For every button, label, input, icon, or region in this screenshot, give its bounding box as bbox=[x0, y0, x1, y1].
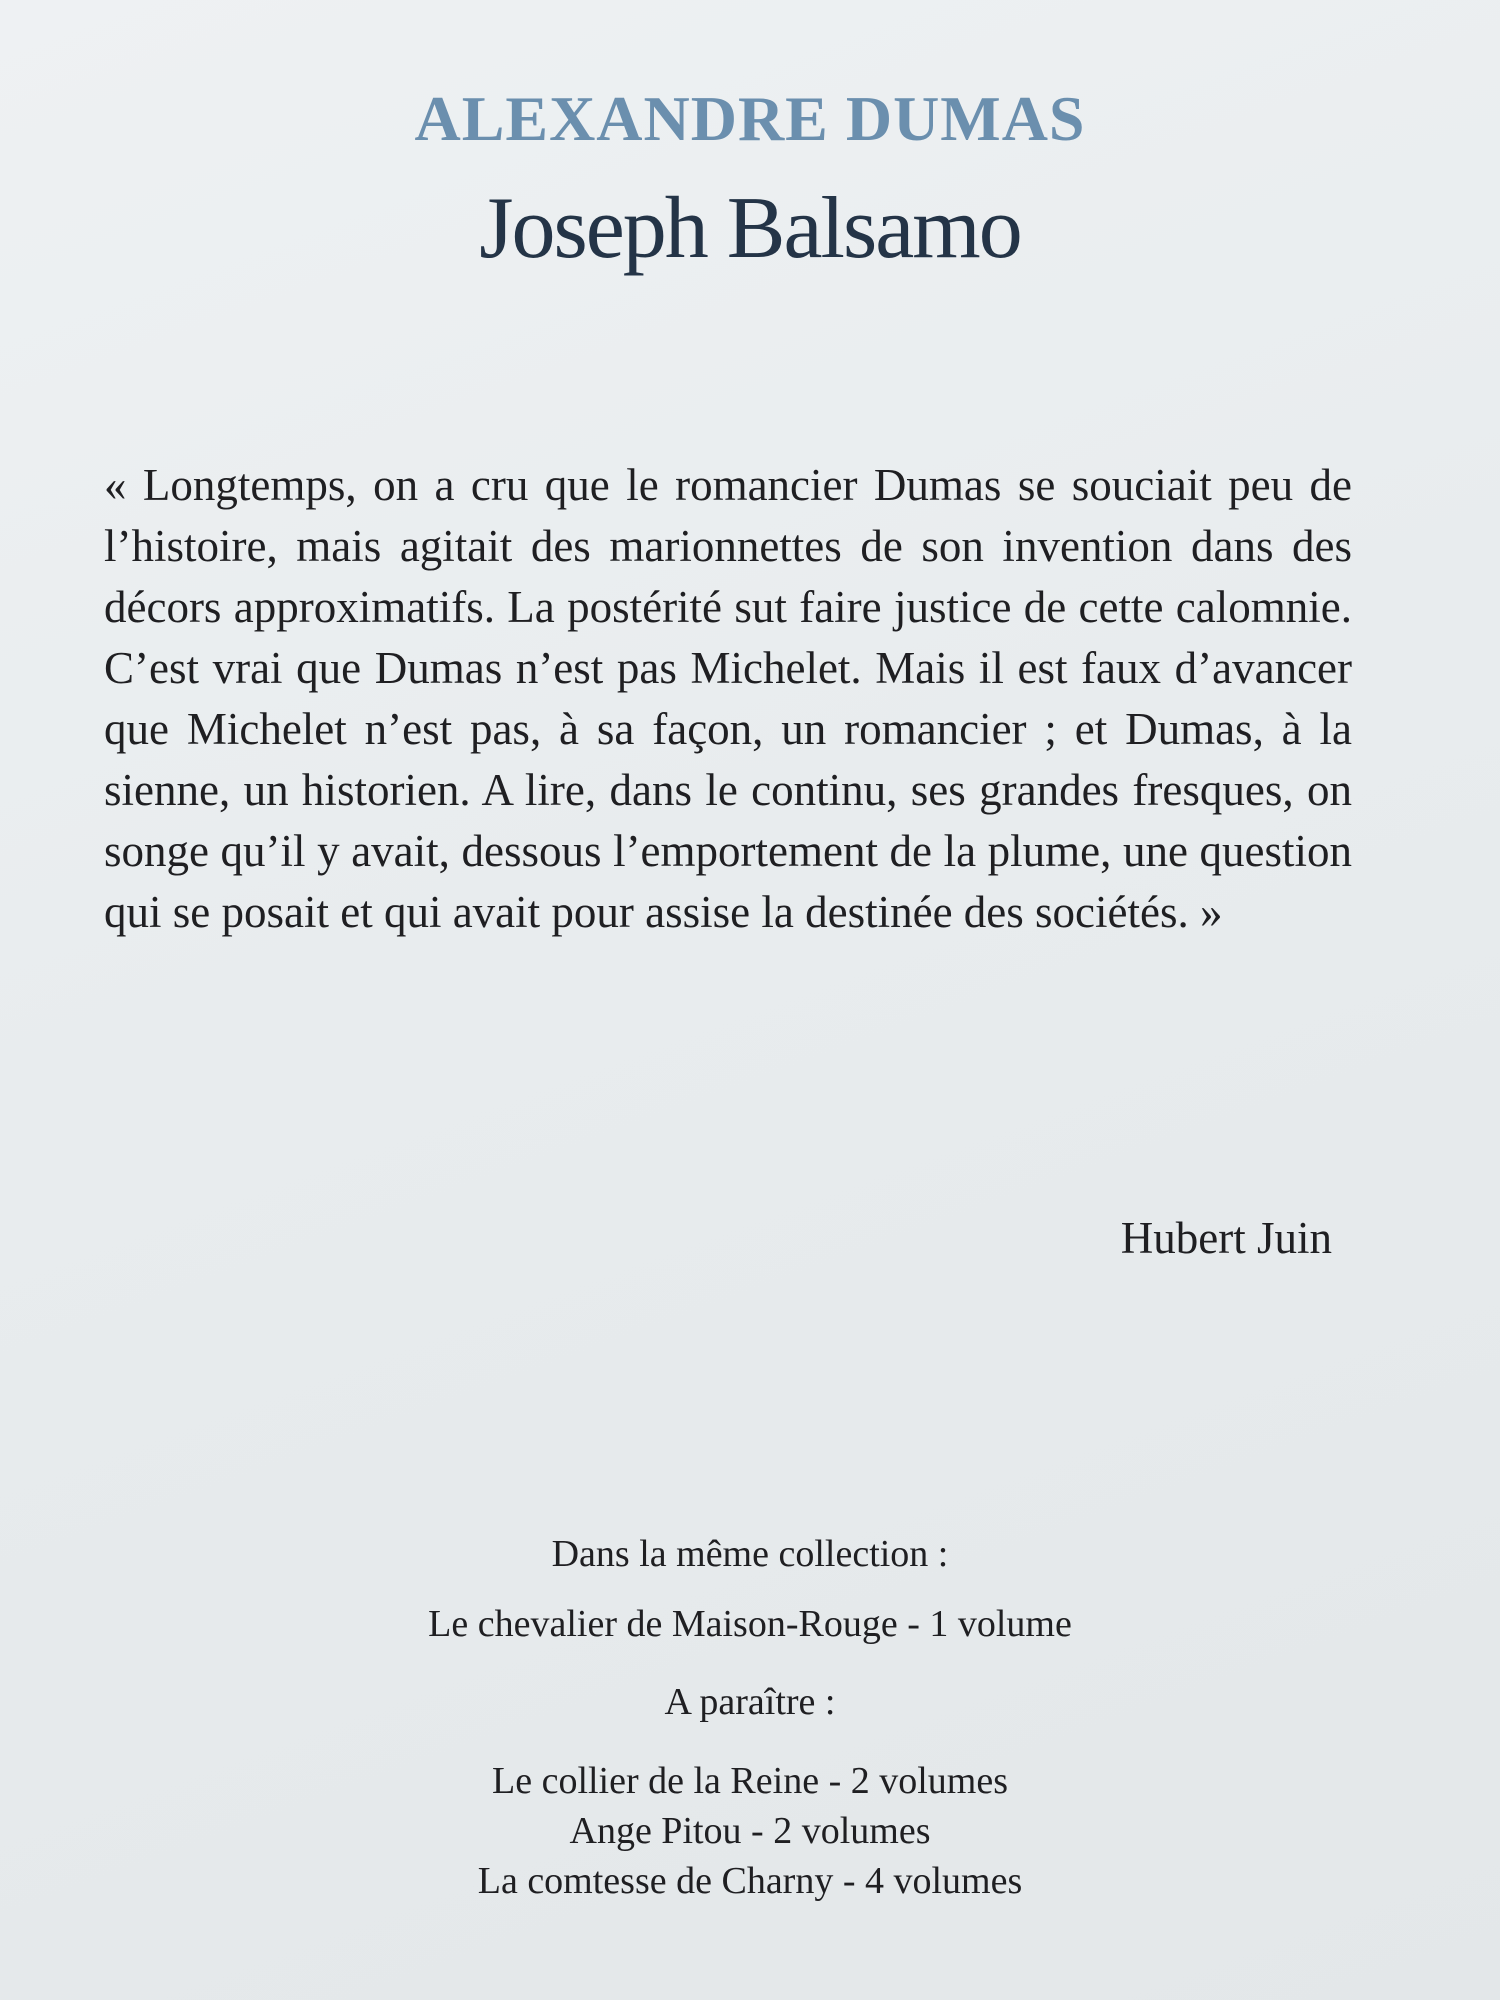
upcoming-title: La comtesse de Charny - 4 volumes bbox=[477, 1860, 1023, 1902]
upcoming-title: Ange Pitou - 2 volumes bbox=[569, 1810, 931, 1852]
collection-heading: Dans la même collection : bbox=[551, 1533, 949, 1575]
upcoming-title: Le collier de la Reine - 2 volumes bbox=[492, 1760, 1008, 1802]
blurb-quote: « Longtemps, on a cru que le romancier Dumas se souciait peu de l’histoire, mais agitait des marionnettes de son invention dans des décors approximatifs. La postérité sut faire justice de cette calomnie. C’est vrai que Dumas n’est pas Michelet. Mais il est faux d’avancer que Michelet n’est pas, à sa façon, un romancier ; et Dumas, à la sienne, un historien. A lire, dans le continu, ses grandes fresques, on songe qu’il y avait, dessous l’emportement de la plume, une question qui se posait et qui avait pour assise la destinée des sociétés. » bbox=[104, 460, 1352, 937]
upcoming-heading: A paraître : bbox=[664, 1681, 836, 1723]
published-title: Le chevalier de Maison-Rouge - 1 volume bbox=[428, 1603, 1072, 1645]
quote-author: Hubert Juin bbox=[1120, 1213, 1332, 1263]
book-author: ALEXANDRE DUMAS bbox=[414, 83, 1086, 154]
collection-section bbox=[0, 1532, 1500, 1906]
book-title: Joseph Balsamo bbox=[479, 180, 1021, 277]
